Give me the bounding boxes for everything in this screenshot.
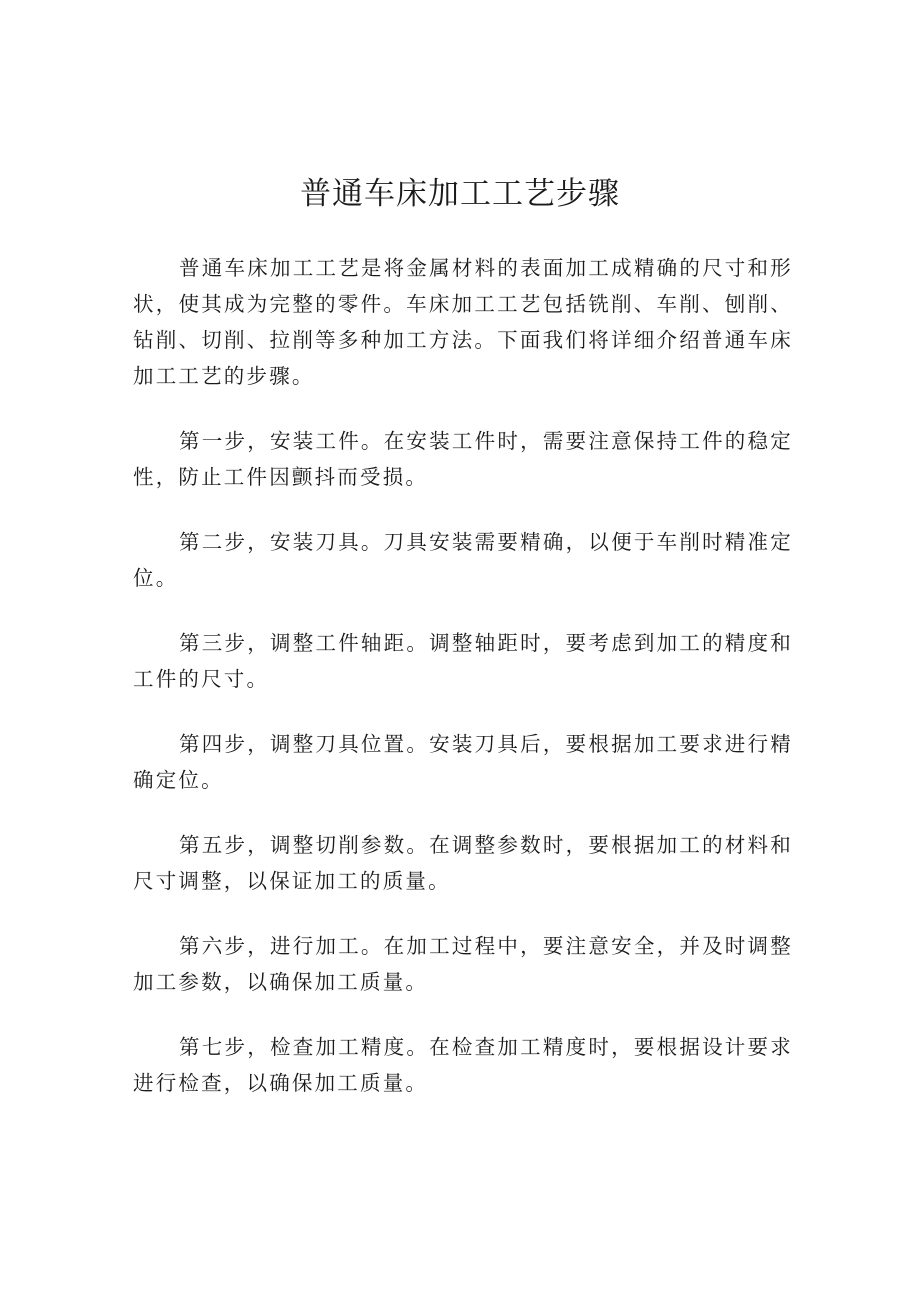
paragraph-step-2: 第二步，安装刀具。刀具安装需要精确，以便于车削时精准定位。 (133, 530, 793, 590)
paragraph-intro: 普通车床加工工艺是将金属材料的表面加工成精确的尺寸和形状，使其成为完整的零件。车床加工工艺包括铣削、车削、刨削、钻削、切削、拉削等多种加工方法。下面我们将详细介绍普通车床加工工艺的步骤。 (133, 256, 793, 388)
paragraph-step-1: 第一步，安装工件。在安装工件时，需要注意保持工件的稳定性，防止工件因颤抖而受损。 (133, 429, 793, 489)
paragraph-step-7: 第七步，检查加工精度。在检查加工精度时，要根据设计要求进行检查，以确保加工质量。 (133, 1035, 793, 1095)
paragraph-step-4: 第四步，调整刀具位置。安装刀具后，要根据加工要求进行精确定位。 (133, 732, 793, 792)
paragraph-step-5: 第五步，调整切削参数。在调整参数时，要根据加工的材料和尺寸调整，以保证加工的质量。 (133, 833, 793, 893)
paragraph-step-3: 第三步，调整工件轴距。调整轴距时，要考虑到加工的精度和工件的尺寸。 (133, 631, 793, 691)
paragraph-step-6: 第六步，进行加工。在加工过程中，要注意安全，并及时调整加工参数，以确保加工质量。 (133, 934, 793, 994)
document-title: 普通车床加工工艺步骤 (300, 176, 620, 212)
document-body (133, 250, 793, 1130)
